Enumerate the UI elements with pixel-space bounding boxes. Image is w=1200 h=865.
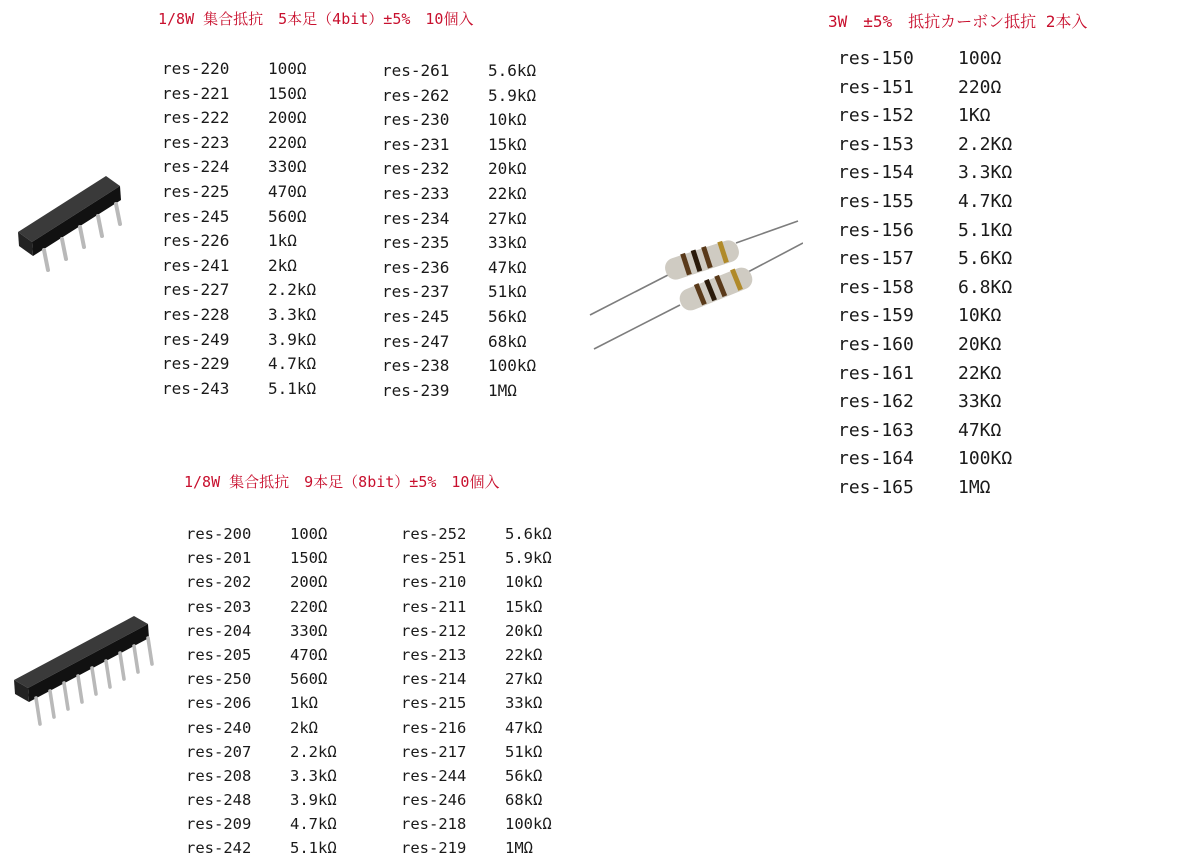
resistance-value: 56kΩ <box>488 306 527 326</box>
resistance-value: 100KΩ <box>958 448 1013 470</box>
resistor-row <box>186 595 337 619</box>
part-code: res-158 <box>838 276 914 298</box>
resistance-value: 10KΩ <box>958 305 1002 327</box>
resistance-value: 100Ω <box>268 59 307 78</box>
part-code: res-246 <box>401 791 467 810</box>
part-code: res-210 <box>401 573 467 592</box>
resistance-value: 5.1kΩ <box>290 839 337 858</box>
resistor-row <box>382 84 536 109</box>
resistance-value: 27kΩ <box>488 208 527 228</box>
resistance-value: 150Ω <box>268 83 307 103</box>
sip9-title: 1/8W 集合抵抗 9本足（8bit）±5% 10個入 <box>184 473 500 491</box>
resistor-row <box>401 570 552 594</box>
resistor-row <box>162 57 316 82</box>
resistor-row <box>162 155 316 180</box>
part-code: res-232 <box>382 159 450 179</box>
resistor-row <box>401 546 552 570</box>
resistor-row <box>382 59 536 84</box>
resistor-row <box>838 159 1012 188</box>
part-code: res-216 <box>401 718 467 737</box>
resistance-value: 47KΩ <box>958 419 1002 441</box>
part-code: res-240 <box>186 718 252 737</box>
resistor-row <box>186 643 337 667</box>
part-code: res-163 <box>838 419 914 441</box>
part-code: res-206 <box>186 694 252 713</box>
resistor-row <box>162 303 316 328</box>
part-code: res-248 <box>186 791 252 810</box>
resistor-row <box>186 619 337 643</box>
part-code: res-212 <box>401 621 467 640</box>
resistance-value: 2kΩ <box>290 718 318 737</box>
resistor-row <box>162 229 316 254</box>
resistance-value: 1MΩ <box>505 839 533 858</box>
part-code: res-249 <box>162 329 230 349</box>
resistance-value: 22kΩ <box>488 183 527 203</box>
part-code: res-225 <box>162 181 230 201</box>
resistance-value: 200Ω <box>268 108 307 128</box>
part-code: res-247 <box>382 331 450 351</box>
resistor-row <box>838 417 1012 446</box>
part-code: res-203 <box>186 597 252 616</box>
resistance-value: 5.1kΩ <box>268 378 317 398</box>
resistor-row <box>162 377 316 402</box>
resistance-value: 1kΩ <box>290 694 318 713</box>
part-code: res-221 <box>162 83 230 103</box>
resistance-value: 10kΩ <box>488 110 527 130</box>
resistor-row <box>186 764 337 788</box>
resistor-row <box>401 691 552 715</box>
resistance-value: 15kΩ <box>505 597 543 616</box>
resistor-row <box>382 280 536 305</box>
part-code: res-227 <box>162 280 230 300</box>
resistor-row <box>382 330 536 355</box>
resistor-row <box>838 445 1012 474</box>
resistance-value: 33KΩ <box>958 391 1002 413</box>
resistance-value: 5.9kΩ <box>505 549 552 568</box>
part-code: res-161 <box>838 362 914 384</box>
part-code: res-204 <box>186 621 252 640</box>
resistance-value: 220Ω <box>268 132 307 152</box>
part-code: res-238 <box>382 356 450 376</box>
part-code: res-239 <box>382 380 450 400</box>
resistor-row <box>186 788 337 812</box>
resistance-value: 1kΩ <box>268 231 297 251</box>
resistor-row <box>186 522 337 546</box>
resistor-row <box>838 188 1012 217</box>
resistance-value: 3.3kΩ <box>268 304 317 324</box>
resistor-row <box>838 102 1012 131</box>
resistor-row <box>401 522 552 546</box>
part-code: res-217 <box>401 742 467 761</box>
sip5-resistor-photo <box>8 170 138 275</box>
resistor-row <box>186 716 337 740</box>
resistor-row <box>382 231 536 256</box>
part-code: res-262 <box>382 85 450 105</box>
resistor-row <box>382 108 536 133</box>
resistor-row <box>186 570 337 594</box>
resistance-value: 51kΩ <box>488 282 527 302</box>
part-code: res-231 <box>382 134 450 154</box>
resistor-row <box>838 331 1012 360</box>
resistor-row <box>401 716 552 740</box>
part-code: res-150 <box>838 48 914 69</box>
part-code: res-211 <box>401 597 467 616</box>
resistance-value: 330Ω <box>290 621 328 640</box>
resistor-row <box>162 205 316 230</box>
resistance-value: 100Ω <box>290 525 328 543</box>
resistor-row <box>838 45 1012 74</box>
resistor-row <box>382 133 536 158</box>
resistor-row <box>162 328 316 353</box>
resistor-row <box>401 836 552 860</box>
part-code: res-236 <box>382 257 450 277</box>
part-code: res-151 <box>838 76 914 98</box>
sip9-resistor-photo <box>8 610 168 735</box>
resistance-value: 47kΩ <box>505 718 543 737</box>
resistance-value: 4.7kΩ <box>268 354 317 374</box>
resistor-row <box>382 379 536 404</box>
part-code: res-200 <box>186 525 252 543</box>
sip5-list-left <box>162 57 316 401</box>
part-code: res-165 <box>838 476 914 498</box>
resistance-value: 2.2kΩ <box>290 742 337 761</box>
resistance-value: 68kΩ <box>505 791 543 810</box>
part-code: res-219 <box>401 839 467 858</box>
resistance-value: 3.9kΩ <box>268 329 317 349</box>
resistance-value: 470Ω <box>290 645 328 664</box>
resistor-row <box>162 278 316 303</box>
resistor-row <box>401 740 552 764</box>
resistance-value: 3.3kΩ <box>290 766 337 785</box>
resistance-value: 220Ω <box>290 597 328 616</box>
part-code: res-209 <box>186 815 252 834</box>
resistance-value: 100kΩ <box>488 356 537 376</box>
part-code: res-251 <box>401 549 467 568</box>
resistance-value: 1MΩ <box>958 476 991 498</box>
part-code: res-222 <box>162 108 230 128</box>
part-code: res-244 <box>401 766 467 785</box>
resistor-row <box>401 619 552 643</box>
part-code: res-261 <box>382 61 450 80</box>
resistance-value: 4.7kΩ <box>290 815 337 834</box>
resistor-row <box>401 764 552 788</box>
part-code: res-220 <box>162 59 230 78</box>
resistor-row <box>162 180 316 205</box>
resistance-value: 33kΩ <box>488 233 527 253</box>
resistance-value: 3.9kΩ <box>290 791 337 810</box>
resistor-row <box>401 595 552 619</box>
resistor-row <box>838 388 1012 417</box>
resistance-value: 100kΩ <box>505 815 552 834</box>
sip9-list-right <box>401 522 552 861</box>
part-code: res-228 <box>162 304 230 324</box>
part-code: res-201 <box>186 549 252 568</box>
resistance-value: 200Ω <box>290 573 328 592</box>
resistor-row <box>382 182 536 207</box>
resistance-value: 220Ω <box>958 76 1002 98</box>
resistor-row <box>186 836 337 860</box>
part-code: res-234 <box>382 208 450 228</box>
resistance-value: 5.6kΩ <box>488 61 537 80</box>
resistance-value: 22KΩ <box>958 362 1002 384</box>
part-code: res-235 <box>382 233 450 253</box>
resistance-value: 1MΩ <box>488 380 517 400</box>
resistance-value: 330Ω <box>268 157 307 177</box>
resistance-value: 2.2KΩ <box>958 133 1013 155</box>
resistor-row <box>186 546 337 570</box>
part-code: res-205 <box>186 645 252 664</box>
resistor-row <box>838 360 1012 389</box>
resistor-row <box>162 352 316 377</box>
carbon-resistor-photo <box>588 215 803 355</box>
resistor-row <box>186 691 337 715</box>
part-code: res-159 <box>838 305 914 327</box>
resistor-row <box>162 82 316 107</box>
resistor-row <box>401 788 552 812</box>
resistor-row <box>838 302 1012 331</box>
resistor-row <box>382 305 536 330</box>
resistance-value: 15kΩ <box>488 134 527 154</box>
part-code: res-214 <box>401 670 467 689</box>
resistor-row <box>382 256 536 281</box>
part-code: res-229 <box>162 354 230 374</box>
part-code: res-218 <box>401 815 467 834</box>
part-code: res-241 <box>162 255 230 275</box>
part-code: res-155 <box>838 190 914 212</box>
resistance-value: 47kΩ <box>488 257 527 277</box>
resistance-value: 22kΩ <box>505 645 543 664</box>
sip9-list-left <box>186 522 337 861</box>
part-code: res-233 <box>382 183 450 203</box>
resistance-value: 20kΩ <box>488 159 527 179</box>
part-code: res-242 <box>186 839 252 858</box>
resistance-value: 5.6KΩ <box>958 248 1013 270</box>
part-code: res-202 <box>186 573 252 592</box>
part-code: res-154 <box>838 162 914 184</box>
resistance-value: 10kΩ <box>505 573 543 592</box>
part-code: res-224 <box>162 157 230 177</box>
sip5-title: 1/8W 集合抵抗 5本足（4bit）±5% 10個入 <box>158 10 474 28</box>
part-code: res-213 <box>401 645 467 664</box>
resistance-value: 560Ω <box>290 670 328 689</box>
carbon3w-title: 3W ±5% 抵抗カーボン抵抗 2本入 <box>828 12 1088 31</box>
resistance-value: 27kΩ <box>505 670 543 689</box>
resistor-row <box>401 667 552 691</box>
resistor-row <box>382 157 536 182</box>
part-code: res-157 <box>838 248 914 270</box>
part-code: res-237 <box>382 282 450 302</box>
resistance-value: 33kΩ <box>505 694 543 713</box>
part-code: res-160 <box>838 333 914 355</box>
resistor-row <box>162 131 316 156</box>
resistor-row <box>162 254 316 279</box>
carbon3w-list <box>838 45 1012 503</box>
resistance-value: 100Ω <box>958 48 1002 69</box>
resistance-value: 20kΩ <box>505 621 543 640</box>
resistance-value: 150Ω <box>290 549 328 568</box>
part-code: res-245 <box>382 306 450 326</box>
resistance-value: 56kΩ <box>505 766 543 785</box>
resistor-row <box>186 812 337 836</box>
resistance-value: 68kΩ <box>488 331 527 351</box>
resistor-row <box>382 207 536 232</box>
resistance-value: 6.8KΩ <box>958 276 1013 298</box>
resistor-row <box>838 245 1012 274</box>
resistor-row <box>401 812 552 836</box>
resistor-row <box>838 274 1012 303</box>
resistance-value: 560Ω <box>268 206 307 226</box>
resistance-value: 51kΩ <box>505 742 543 761</box>
resistor-row <box>838 217 1012 246</box>
resistor-row <box>838 74 1012 103</box>
resistance-value: 2.2kΩ <box>268 280 317 300</box>
part-code: res-226 <box>162 231 230 251</box>
resistor-row <box>186 667 337 691</box>
part-code: res-215 <box>401 694 467 713</box>
part-code: res-230 <box>382 110 450 130</box>
part-code: res-153 <box>838 133 914 155</box>
resistance-value: 1KΩ <box>958 105 991 127</box>
part-code: res-223 <box>162 132 230 152</box>
resistor-row <box>401 643 552 667</box>
part-code: res-207 <box>186 742 252 761</box>
resistance-value: 4.7KΩ <box>958 190 1013 212</box>
resistor-row <box>838 474 1012 503</box>
sip5-list-right <box>382 59 536 403</box>
part-code: res-245 <box>162 206 230 226</box>
part-code: res-250 <box>186 670 252 689</box>
resistance-value: 5.6kΩ <box>505 525 552 543</box>
resistance-value: 20KΩ <box>958 333 1002 355</box>
part-code: res-208 <box>186 766 252 785</box>
resistor-row <box>382 354 536 379</box>
resistor-row <box>186 740 337 764</box>
part-code: res-152 <box>838 105 914 127</box>
resistance-value: 5.1KΩ <box>958 219 1013 241</box>
part-code: res-164 <box>838 448 914 470</box>
resistance-value: 5.9kΩ <box>488 85 537 105</box>
part-code: res-162 <box>838 391 914 413</box>
resistor-row <box>838 131 1012 160</box>
resistance-value: 470Ω <box>268 181 307 201</box>
resistor-row <box>162 106 316 131</box>
part-code: res-243 <box>162 378 230 398</box>
resistance-value: 2kΩ <box>268 255 297 275</box>
part-code: res-252 <box>401 525 467 543</box>
part-code: res-156 <box>838 219 914 241</box>
resistance-value: 3.3KΩ <box>958 162 1013 184</box>
